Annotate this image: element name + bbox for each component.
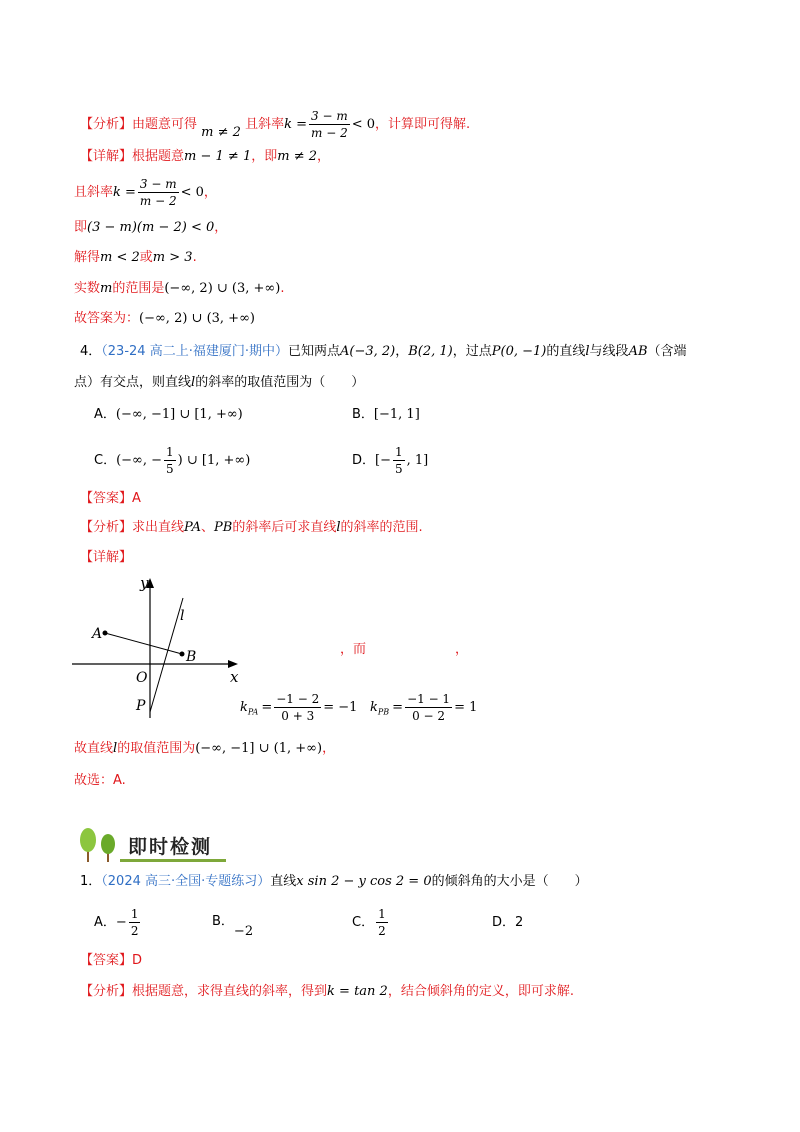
x-axis-arrow — [228, 660, 238, 668]
slope-pa: $k_{PA}$ = $\frac{-1 - 2}{0 + 3}$ = −1 — [240, 692, 358, 723]
slope-fraction: $\frac{3 - m}{m - 2}$ — [311, 109, 348, 140]
q1-analysis: 【分析】根据题意，求得直线的斜率，得到k = tan 2，结合倾斜角的定义，即可求解. — [80, 984, 574, 999]
section-underline — [120, 859, 226, 862]
q1-option-c: C． $\frac{1}{2}$ — [352, 907, 386, 938]
answer-line: 故答案为：(−∞, 2) ∪ (3, +∞) — [74, 311, 255, 326]
label-x: x — [230, 668, 239, 686]
q4-option-c: C．(−∞, − $\frac{1}{5}$ ) ∪ [1, +∞) — [94, 445, 251, 476]
section-title: 即时检测 — [128, 836, 213, 858]
detail-line-4: 解得m < 2或m > 3. — [74, 250, 197, 265]
q1-option-d: D．2 — [492, 915, 524, 930]
analysis-line-1: 【分析】由题意可得 m ≠ 2 且斜率k = $\frac{3 - m}{m - 2}$ < 0，计算即可得解. — [80, 109, 471, 140]
q4-line-2: 点）有交点，则直线l的斜率的取值范围为（ ） — [74, 375, 365, 390]
q4-analysis: 【分析】求出直线PA、PB的斜率后可求直线l的斜率的范围. — [80, 520, 423, 535]
detail-connector-1: ，而 — [340, 642, 367, 657]
label-p: P — [136, 698, 146, 714]
detail-line-3: 即(3 − m)(m − 2) < 0， — [74, 220, 228, 235]
point-a — [103, 631, 108, 636]
q1-answer: 【答案】D — [80, 953, 143, 968]
analysis-tag: 【分析】 — [80, 117, 133, 132]
q4-source: （23-24 高二上·福建厦门·期中） — [101, 344, 288, 359]
q4-conclusion: 故直线l的取值范围为(−∞, −1] ∪ (1, +∞)， — [74, 741, 336, 756]
q1-source: （2024 高三·全国·专题练习） — [101, 874, 271, 889]
q1-option-a: A．− $\frac{1}{2}$ — [94, 907, 139, 938]
label-b: B — [186, 649, 197, 665]
q4-option-a: A．(−∞, −1] ∪ [1, +∞) — [94, 407, 243, 422]
q1-stem: 1．（2024 高三·全国·专题练习）直线x sin 2 − y cos 2 = 0的倾斜角的大小是（ ） — [80, 874, 588, 889]
label-l: l — [180, 608, 185, 624]
q4-number: 4． — [80, 344, 102, 359]
line-l — [150, 598, 183, 712]
coordinate-figure — [70, 570, 245, 720]
detail-line-1: 【详解】根据题意m − 1 ≠ 1，即m ≠ 2， — [80, 149, 331, 164]
q4-option-d: D．[− $\frac{1}{5}$ , 1] — [352, 445, 429, 476]
q4-choose: 故选：A. — [74, 773, 126, 788]
q4-detail-tag: 【详解】 — [80, 550, 133, 565]
detail-connector-2: ， — [455, 642, 469, 657]
point-b — [180, 652, 185, 657]
q4-line-1: 4．（23-24 高二上·福建厦门·期中）已知两点A(−3, 2)，B(2, 1)，过点P(0, −1)的直线l与线段AB（含端 — [80, 344, 687, 359]
detail-line-2: 且斜率k = $\frac{3 - m}{m - 2}$ < 0， — [74, 177, 217, 208]
label-y: y — [140, 574, 149, 592]
detail-line-5: 实数m的范围是(−∞, 2) ∪ (3, +∞). — [74, 281, 285, 296]
q4-option-b: B．[−1, 1] — [352, 407, 420, 422]
q1-option-b: B．−2 — [212, 914, 254, 939]
label-a: A — [92, 626, 103, 642]
detail-tag: 【详解】 — [80, 149, 133, 164]
segment-a-to-b — [105, 633, 182, 654]
label-o: O — [136, 670, 148, 686]
slope-pb: $k_{PB}$ = $\frac{-1 - 1}{0 - 2}$ = 1 — [370, 692, 478, 723]
q4-answer: 【答案】A — [80, 491, 141, 506]
